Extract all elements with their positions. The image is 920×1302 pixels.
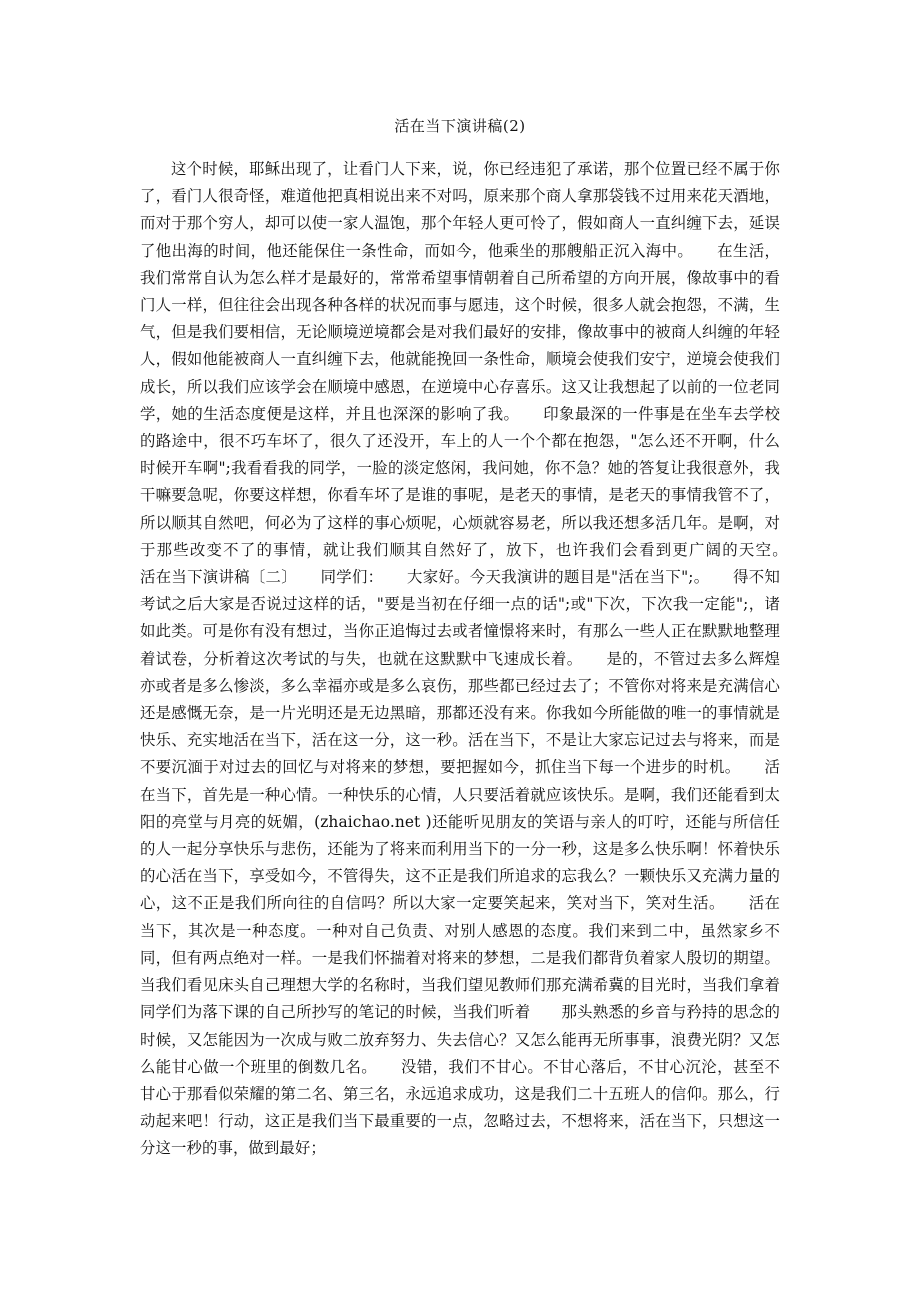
document-title: 活在当下演讲稿(2): [394, 117, 526, 135]
document-body: 这个时候，耶稣出现了，让看门人下来，说，你已经违犯了承诺，那个位置已经不属于你了，看门人很奇怪，难道他把真相说出来不对吗，原来那个商人拿那袋钱不过用来花天酒地，而对于那个穷人，却可以使一家人温饱，那个年轻人更可怜了，假如商人一直纠缠下去，延误了他出海的时间，他还能保住一条性命，而如今，他乘坐的那艘船正沉入海中。 在生活，我们常常自认为怎么样才是最好的，常常希望事情朝着自己所希望的方向开展，像故事中的看门人一样，但往往会出现各种各样的状况而事与愿违，这个时候，很多人就会抱怨，不满，生气，但是我们要相信，无论顺境逆境都会是对我们最好的安排，像故事中的被商人纠缠的年轻人，假如他能被商人一直纠缠下去，他就能挽回一条性命，顺境会使我们安宁，逆境会使我们成长，所以我们应该学会在顺境中感恩，在逆境中心存喜乐。这又让我想起了以前的一位老同学，她的生活态度便是这样，并且也深深的影响了我。 印象最深的一件事是在坐车去学校的路途中，很不巧车坏了，很久了还没开，车上的人一个个都在抱怨，"怎么还不开啊，什么时候开车啊";我看看我的同学，一脸的淡定悠闲，我问她，你不急？她的答复让我很意外，我干嘛要急呢，你要这样想，你看车坏了是谁的事呢，是老天的事情，是老天的事情我管不了，所以顺其自然吧，何必为了这样的事心烦呢，心烦就容易老，所以我还想多活几年。是啊，对于那些改变不了的事情，就让我们顺其自然好了，放下，也许我们会看到更广阔的天空。 活在当下演讲稿〔二〕 同学们： 大家好。今天我演讲的题目是"活在当下";。 得不知考试之后大家是否说过这样的话，"要是当初在仔细一点的话";或"下次，下次我一定能";，诸如此类。可是你有没有想过，当你正追悔过去或者憧憬将来时，有那么一些人正在默默地整理着试卷，分析着这次考试的与失，也就在这默默中飞速成长着。 是的，不管过去多么辉煌亦或者是多么惨淡，多么幸福亦或是多么哀伤，那些都已经过去了；不管你对将来是充满信心还是感慨无奈，是一片光明还是无边黑暗，那都还没有来。你我如今所能做的唯一的事情就是快乐、充实地活在当下，活在这一分，这一秒。活在当下，不是让大家忘记过去与将来，而是不要沉湎于对过去的回忆与对将来的梦想，要把握如今，抓住当下每一个进步的时机。 活在当下，首先是一种心情。一种快乐的心情，人只要活着就应该快乐。是啊，我们还能看到太阳的亮堂与月亮的妩媚，(zhaichao.net )还能听见朋友的笑语与亲人的叮咛，还能与所信任的人一起分享快乐与悲伤，还能为了将来而利用当下的一分一秒，这是多么快乐啊！怀着快乐的心活在当下，享受如今，不管得失，这不正是我们所追求的忘我么？一颗快乐又充满力量的心，这不正是我们所向往的自信吗？所以大家一定要笑起来，笑对当下，笑对生活。 活在当下，其次是一种态度。一种对自己负责、对别人感恩的态度。我们来到二中，虽然家乡不同，但有两点绝对一样。一是我们怀揣着对将来的梦想，二是我们都背负着家人殷切的期望。当我们看见床头自己理想大学的名称时，当我们望见教师们那充满希冀的目光时，当我们拿着同学们为落下课的自己所抄写的笔记的时候，当我们听着 那头熟悉的乡音与矜持的思念的时候，又怎能因为一次成与败二放弃努力、失去信心？又怎么能再无所事事，浪费光阴？又怎么能甘心做一个班里的倒数几名。 没错，我们不甘心。不甘心落后，不甘心沉沦，甚至不甘心于那看似荣耀的第二名、第三名，永远追求成功，这是我们二十五班人的信仰。那么，行动起来吧！行动，这正是我们当下最重要的一点，忽略过去，不想将来，活在当下，只想这一分这一秒的事，做到最好；: [140, 160, 811, 1158]
